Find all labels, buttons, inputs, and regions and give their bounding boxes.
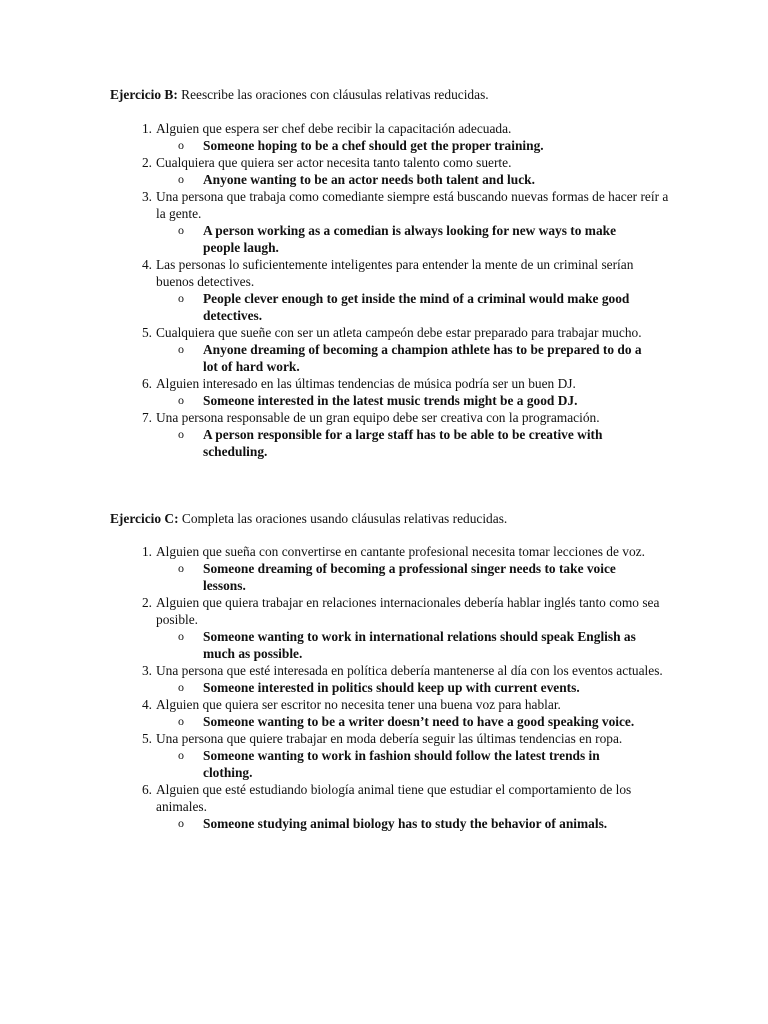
bullet-icon: o xyxy=(178,291,184,305)
item-number: 6. xyxy=(141,376,152,391)
answer-row xyxy=(110,560,670,594)
item-number: 1. xyxy=(141,121,152,136)
spanish-sentence: Cualquiera que quiera ser actor necesita tanto talento como suerte. xyxy=(156,155,512,170)
spanish-sentence: Cualquiera que sueñe con ser un atleta campeón debe estar preparado para trabajar mucho. xyxy=(156,325,642,340)
english-answer: Anyone dreaming of becoming a champion athlete has to be prepared to do a lot of hard work. xyxy=(203,342,642,374)
bullet-icon: o xyxy=(178,714,184,728)
bullet-icon: o xyxy=(178,223,184,237)
answer-row xyxy=(110,392,670,409)
item-number: 3. xyxy=(141,663,152,678)
list-item xyxy=(110,120,670,154)
exercise-c-heading xyxy=(110,510,670,527)
english-answer: Someone hoping to be a chef should get the proper training. xyxy=(203,138,544,153)
spanish-sentence: Alguien interesado en las últimas tendencias de música podría ser un buen DJ. xyxy=(156,376,576,391)
bullet-icon: o xyxy=(178,427,184,441)
answer-row xyxy=(110,341,670,375)
english-answer: A person working as a comedian is always looking for new ways to make people laugh. xyxy=(203,223,617,255)
exercise-c-label: Ejercicio C: xyxy=(110,511,179,526)
exercise-c-list xyxy=(110,543,670,832)
answer-row xyxy=(110,426,670,460)
list-item xyxy=(110,781,670,832)
english-answer: Someone interested in politics should keep up with current events. xyxy=(203,680,580,695)
english-answer: Someone wanting to be a writer doesn’t need to have a good speaking voice. xyxy=(203,714,635,729)
spanish-sentence: Una persona que trabaja como comediante siempre está buscando nuevas formas de hacer reír a la gente. xyxy=(156,189,669,221)
bullet-icon: o xyxy=(178,172,184,186)
item-number: 4. xyxy=(141,697,152,712)
answer-row xyxy=(110,679,670,696)
item-number: 5. xyxy=(141,325,152,340)
exercise-c-instruction: Completa las oraciones usando cláusulas relativas reducidas. xyxy=(178,511,508,526)
bullet-icon: o xyxy=(178,816,184,830)
item-number: 2. xyxy=(141,155,152,170)
item-number: 1. xyxy=(141,544,152,559)
exercise-b-instruction: Reescribe las oraciones con cláusulas relativas reducidas. xyxy=(177,87,489,102)
item-number: 7. xyxy=(141,410,152,425)
item-number: 2. xyxy=(141,595,152,610)
item-number: 6. xyxy=(141,782,152,797)
list-item xyxy=(110,543,670,594)
answer-row xyxy=(110,171,670,188)
exercise-b-list xyxy=(110,120,670,460)
english-answer: Someone wanting to work in fashion should follow the latest trends in clothing. xyxy=(203,748,600,780)
list-item xyxy=(110,375,670,409)
spanish-sentence: Alguien que quiera ser escritor no necesita tener una buena voz para hablar. xyxy=(156,697,561,712)
list-item xyxy=(110,188,670,256)
spanish-sentence: Alguien que quiera trabajar en relaciones internacionales debería hablar inglés tanto como sea posible. xyxy=(156,595,660,627)
list-item xyxy=(110,324,670,375)
spanish-sentence: Una persona que quiere trabajar en moda debería seguir las últimas tendencias en ropa. xyxy=(156,731,623,746)
spanish-sentence: Las personas lo suficientemente inteligentes para entender la mente de un criminal serían buenos detectives. xyxy=(156,257,634,289)
english-answer: A person responsible for a large staff has to be able to be creative with scheduling. xyxy=(203,427,603,459)
bullet-icon: o xyxy=(178,680,184,694)
answer-row xyxy=(110,628,670,662)
spanish-sentence: Alguien que espera ser chef debe recibir la capacitación adecuada. xyxy=(156,121,512,136)
spanish-sentence: Alguien que esté estudiando biología animal tiene que estudiar el comportamiento de los animales. xyxy=(156,782,632,814)
bullet-icon: o xyxy=(178,138,184,152)
answer-row xyxy=(110,222,670,256)
exercise-b-heading xyxy=(110,86,670,103)
spanish-sentence: Una persona que esté interesada en política debería mantenerse al día con los eventos actuales. xyxy=(156,663,663,678)
list-item xyxy=(110,730,670,781)
spanish-sentence: Una persona responsable de un gran equipo debe ser creativa con la programación. xyxy=(156,410,600,425)
list-item xyxy=(110,662,670,696)
list-item xyxy=(110,154,670,188)
answer-row xyxy=(110,290,670,324)
list-item xyxy=(110,696,670,730)
item-number: 5. xyxy=(141,731,152,746)
bullet-icon: o xyxy=(178,561,184,575)
english-answer: Someone dreaming of becoming a professional singer needs to take voice lessons. xyxy=(203,561,616,593)
list-item xyxy=(110,256,670,324)
exercise-b-label: Ejercicio B: xyxy=(110,87,178,102)
english-answer: Someone wanting to work in international relations should speak English as much as possible. xyxy=(203,629,636,661)
answer-row xyxy=(110,137,670,154)
answer-row xyxy=(110,713,670,730)
english-answer: Someone interested in the latest music trends might be a good DJ. xyxy=(203,393,578,408)
list-item xyxy=(110,409,670,460)
item-number: 4. xyxy=(141,257,152,272)
spanish-sentence: Alguien que sueña con convertirse en cantante profesional necesita tomar lecciones de voz. xyxy=(156,544,645,559)
bullet-icon: o xyxy=(178,629,184,643)
english-answer: Anyone wanting to be an actor needs both talent and luck. xyxy=(203,172,535,187)
item-number: 3. xyxy=(141,189,152,204)
english-answer: Someone studying animal biology has to study the behavior of animals. xyxy=(203,816,608,831)
list-item xyxy=(110,594,670,662)
answer-row xyxy=(110,747,670,781)
english-answer: People clever enough to get inside the mind of a criminal would make good detectives. xyxy=(203,291,630,323)
bullet-icon: o xyxy=(178,393,184,407)
bullet-icon: o xyxy=(178,748,184,762)
answer-row xyxy=(110,815,670,832)
bullet-icon: o xyxy=(178,342,184,356)
